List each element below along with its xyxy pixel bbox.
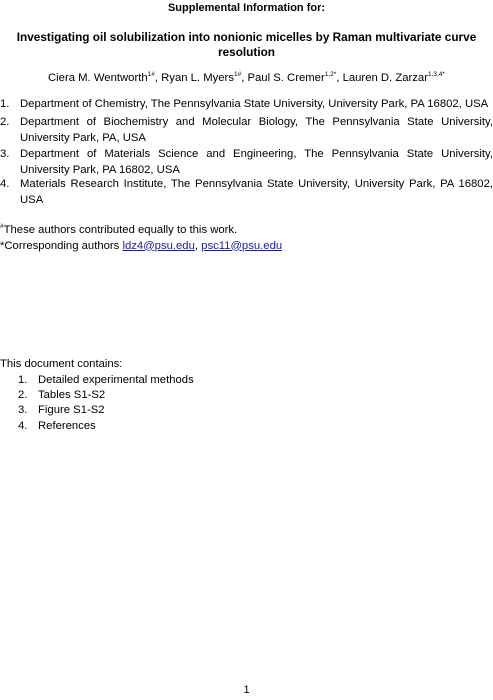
affiliation-text: Department of Biochemistry and Molecular Biology, The Pennsylvania State University, University Park, PA, USA	[20, 116, 493, 144]
affiliation-text: Department of Chemistry, The Pennsylvania State University, University Park, PA 16802, USA	[20, 98, 489, 110]
contents-item-number: 2.	[18, 389, 28, 401]
contents-heading: This document contains:	[0, 358, 123, 370]
contents-list-item	[18, 420, 96, 432]
author-affiliation-mark: 1,2*	[324, 71, 337, 78]
author-list	[0, 71, 493, 84]
affiliation-text: Department of Materials Science and Engineering, The Pennsylvania State University, University Park, PA 16802, USA	[20, 148, 493, 176]
contents-list-item	[18, 404, 105, 416]
contents-item-text: Figure S1-S2	[38, 404, 105, 416]
contents-list-item	[18, 389, 105, 401]
contents-item-text: References	[38, 420, 96, 432]
contents-item-number: 1.	[18, 374, 28, 386]
author-separator: ,	[336, 72, 343, 84]
email-link-psc11[interactable]: psc11@psu.edu	[201, 239, 283, 252]
author-notes	[0, 219, 493, 254]
corresponding-authors-note	[0, 239, 493, 255]
equal-contribution-text: These authors contributed equally to this work.	[3, 224, 238, 236]
contents-item-text: Detailed experimental methods	[38, 374, 194, 386]
corresponding-label: *Corresponding authors	[0, 239, 123, 252]
affiliation-number: 2.	[0, 116, 10, 128]
author-name: Ryan L. Myers	[161, 72, 234, 84]
affiliation-number: 4.	[0, 178, 10, 190]
email-link-ldz4[interactable]: ldz4@psu.edu	[122, 239, 195, 252]
paper-title: Investigating oil solubilization into nonionic micelles by Raman multivariate curve resolution	[16, 30, 477, 59]
contents-list-item	[18, 374, 194, 386]
equal-contribution-note	[0, 219, 493, 239]
author-affiliation-mark: 1#	[233, 71, 242, 78]
contents-item-number: 3.	[18, 404, 28, 416]
affiliation-number: 3.	[0, 148, 10, 160]
supplemental-heading: Supplemental Information for:	[167, 2, 326, 14]
author-name: Lauren D. Zarzar	[342, 72, 428, 84]
author-name: Ciera M. Wentworth	[48, 72, 148, 84]
author-name: Paul S. Cremer	[247, 72, 325, 84]
author-separator: ,	[241, 72, 248, 84]
author-separator: ,	[154, 72, 162, 84]
contents-item-text: Tables S1-S2	[38, 389, 106, 401]
contents-item-number: 4.	[18, 420, 28, 432]
affiliation-number: 1.	[0, 98, 10, 110]
page-number: 1	[243, 684, 250, 696]
author-affiliation-mark: 1#	[147, 71, 155, 78]
author-affiliation-mark: 1,3,4*	[427, 71, 445, 78]
affiliation-text: Materials Research Institute, The Pennsylvania State University, University Park, PA 16802, USA	[20, 178, 493, 206]
email-separator: ,	[194, 239, 202, 252]
equal-contribution-mark: #	[0, 223, 4, 230]
